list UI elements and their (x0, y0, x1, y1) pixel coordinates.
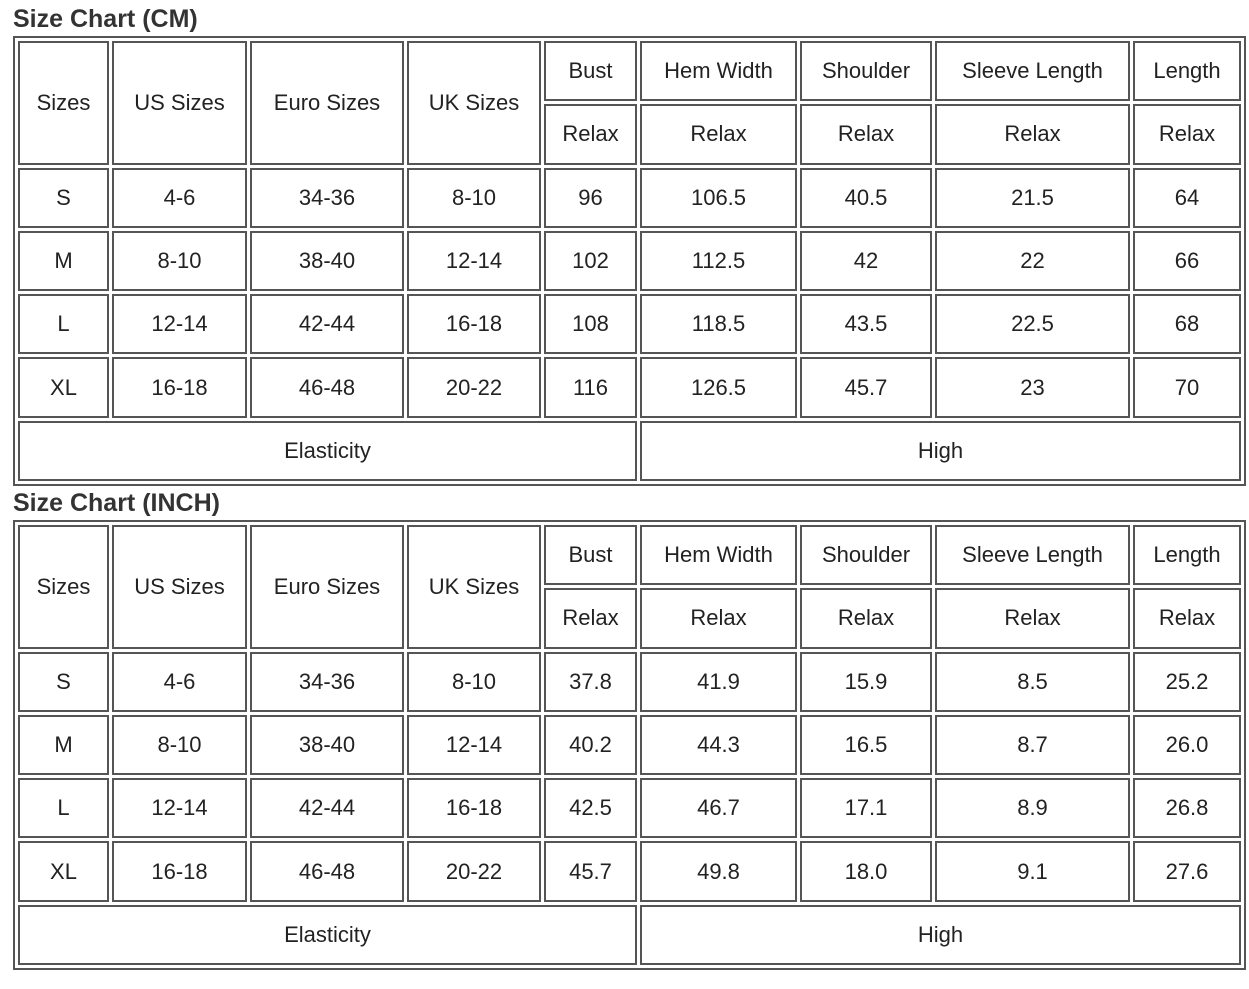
cell-shoulder: 42 (800, 231, 932, 291)
cell-length: 68 (1133, 294, 1241, 354)
header-hem-width: Hem Width (640, 41, 797, 101)
cell-bust: 45.7 (544, 841, 637, 901)
elasticity-label: Elasticity (18, 905, 637, 965)
header-hem-width: Hem Width (640, 525, 797, 585)
cell-bust: 116 (544, 357, 637, 417)
cell-shoulder: 43.5 (800, 294, 932, 354)
cell-bust: 42.5 (544, 778, 637, 838)
header-euro-sizes: Euro Sizes (250, 41, 404, 165)
elasticity-label: Elasticity (18, 421, 637, 481)
cell-us-size: 12-14 (112, 294, 247, 354)
header-bust: Bust (544, 41, 637, 101)
subheader-length-relax: Relax (1133, 588, 1241, 648)
cell-uk-size: 20-22 (407, 841, 541, 901)
header-sleeve-length: Sleeve Length (935, 525, 1130, 585)
cell-length: 26.8 (1133, 778, 1241, 838)
subheader-hem-relax: Relax (640, 588, 797, 648)
table-row (18, 841, 1241, 901)
cell-euro-size: 38-40 (250, 231, 404, 291)
cell-shoulder: 15.9 (800, 652, 932, 712)
header-us-sizes: US Sizes (112, 41, 247, 165)
cell-uk-size: 8-10 (407, 652, 541, 712)
cell-length: 64 (1133, 168, 1241, 228)
cell-us-size: 16-18 (112, 357, 247, 417)
cell-us-size: 4-6 (112, 168, 247, 228)
cell-sleeve-length: 23 (935, 357, 1130, 417)
header-row (18, 41, 1241, 101)
header-us-sizes: US Sizes (112, 525, 247, 649)
cell-sleeve-length: 8.7 (935, 715, 1130, 775)
cell-hem-width: 126.5 (640, 357, 797, 417)
subheader-shoulder-relax: Relax (800, 104, 932, 164)
header-uk-sizes: UK Sizes (407, 525, 541, 649)
cell-euro-size: 46-48 (250, 357, 404, 417)
cell-hem-width: 44.3 (640, 715, 797, 775)
cell-euro-size: 46-48 (250, 841, 404, 901)
table-row (18, 357, 1241, 417)
size-chart-cm-title: Size Chart (CM) (13, 5, 198, 33)
cell-size: XL (18, 841, 109, 901)
header-sizes: Sizes (18, 41, 109, 165)
header-sizes: Sizes (18, 525, 109, 649)
table-row (18, 231, 1241, 291)
cell-bust: 108 (544, 294, 637, 354)
header-length: Length (1133, 41, 1241, 101)
header-length: Length (1133, 525, 1241, 585)
cell-shoulder: 45.7 (800, 357, 932, 417)
cell-length: 26.0 (1133, 715, 1241, 775)
header-bust: Bust (544, 525, 637, 585)
cell-length: 25.2 (1133, 652, 1241, 712)
table-row (18, 778, 1241, 838)
cell-bust: 37.8 (544, 652, 637, 712)
cell-shoulder: 40.5 (800, 168, 932, 228)
elasticity-row (18, 421, 1241, 481)
elasticity-row (18, 905, 1241, 965)
cell-hem-width: 118.5 (640, 294, 797, 354)
header-sleeve-length: Sleeve Length (935, 41, 1130, 101)
cell-bust: 102 (544, 231, 637, 291)
cell-sleeve-length: 8.9 (935, 778, 1130, 838)
cell-sleeve-length: 21.5 (935, 168, 1130, 228)
subheader-sleeve-relax: Relax (935, 104, 1130, 164)
cell-euro-size: 34-36 (250, 168, 404, 228)
cell-us-size: 4-6 (112, 652, 247, 712)
header-euro-sizes: Euro Sizes (250, 525, 404, 649)
header-row (18, 525, 1241, 585)
cell-hem-width: 49.8 (640, 841, 797, 901)
table-row (18, 168, 1241, 228)
cell-shoulder: 17.1 (800, 778, 932, 838)
cell-uk-size: 12-14 (407, 715, 541, 775)
cell-bust: 96 (544, 168, 637, 228)
cell-sleeve-length: 9.1 (935, 841, 1130, 901)
cell-shoulder: 18.0 (800, 841, 932, 901)
header-shoulder: Shoulder (800, 525, 932, 585)
cell-uk-size: 8-10 (407, 168, 541, 228)
header-shoulder: Shoulder (800, 41, 932, 101)
cell-euro-size: 38-40 (250, 715, 404, 775)
cell-uk-size: 16-18 (407, 778, 541, 838)
cell-euro-size: 42-44 (250, 778, 404, 838)
cell-length: 70 (1133, 357, 1241, 417)
cell-size: M (18, 231, 109, 291)
elasticity-value: High (640, 421, 1241, 481)
cell-uk-size: 12-14 (407, 231, 541, 291)
subheader-hem-relax: Relax (640, 104, 797, 164)
cell-uk-size: 20-22 (407, 357, 541, 417)
cell-us-size: 16-18 (112, 841, 247, 901)
cell-size: L (18, 294, 109, 354)
cell-euro-size: 42-44 (250, 294, 404, 354)
elasticity-value: High (640, 905, 1241, 965)
size-chart-inch-table (13, 520, 1246, 970)
cell-euro-size: 34-36 (250, 652, 404, 712)
cell-sleeve-length: 22 (935, 231, 1130, 291)
cell-hem-width: 46.7 (640, 778, 797, 838)
header-uk-sizes: UK Sizes (407, 41, 541, 165)
cell-sleeve-length: 22.5 (935, 294, 1130, 354)
cell-size: XL (18, 357, 109, 417)
cell-uk-size: 16-18 (407, 294, 541, 354)
cell-size: S (18, 652, 109, 712)
table-row (18, 715, 1241, 775)
subheader-sleeve-relax: Relax (935, 588, 1130, 648)
cell-size: M (18, 715, 109, 775)
cell-size: S (18, 168, 109, 228)
cell-hem-width: 41.9 (640, 652, 797, 712)
subheader-bust-relax: Relax (544, 588, 637, 648)
cell-length: 27.6 (1133, 841, 1241, 901)
cell-shoulder: 16.5 (800, 715, 932, 775)
cell-us-size: 8-10 (112, 715, 247, 775)
cell-us-size: 8-10 (112, 231, 247, 291)
subheader-shoulder-relax: Relax (800, 588, 932, 648)
table-row (18, 294, 1241, 354)
cell-bust: 40.2 (544, 715, 637, 775)
cell-size: L (18, 778, 109, 838)
cell-sleeve-length: 8.5 (935, 652, 1130, 712)
size-chart-inch-title: Size Chart (INCH) (13, 489, 220, 517)
cell-us-size: 12-14 (112, 778, 247, 838)
cell-hem-width: 106.5 (640, 168, 797, 228)
size-chart-cm-table (13, 36, 1246, 486)
subheader-bust-relax: Relax (544, 104, 637, 164)
cell-length: 66 (1133, 231, 1241, 291)
subheader-length-relax: Relax (1133, 104, 1241, 164)
cell-hem-width: 112.5 (640, 231, 797, 291)
table-row (18, 652, 1241, 712)
